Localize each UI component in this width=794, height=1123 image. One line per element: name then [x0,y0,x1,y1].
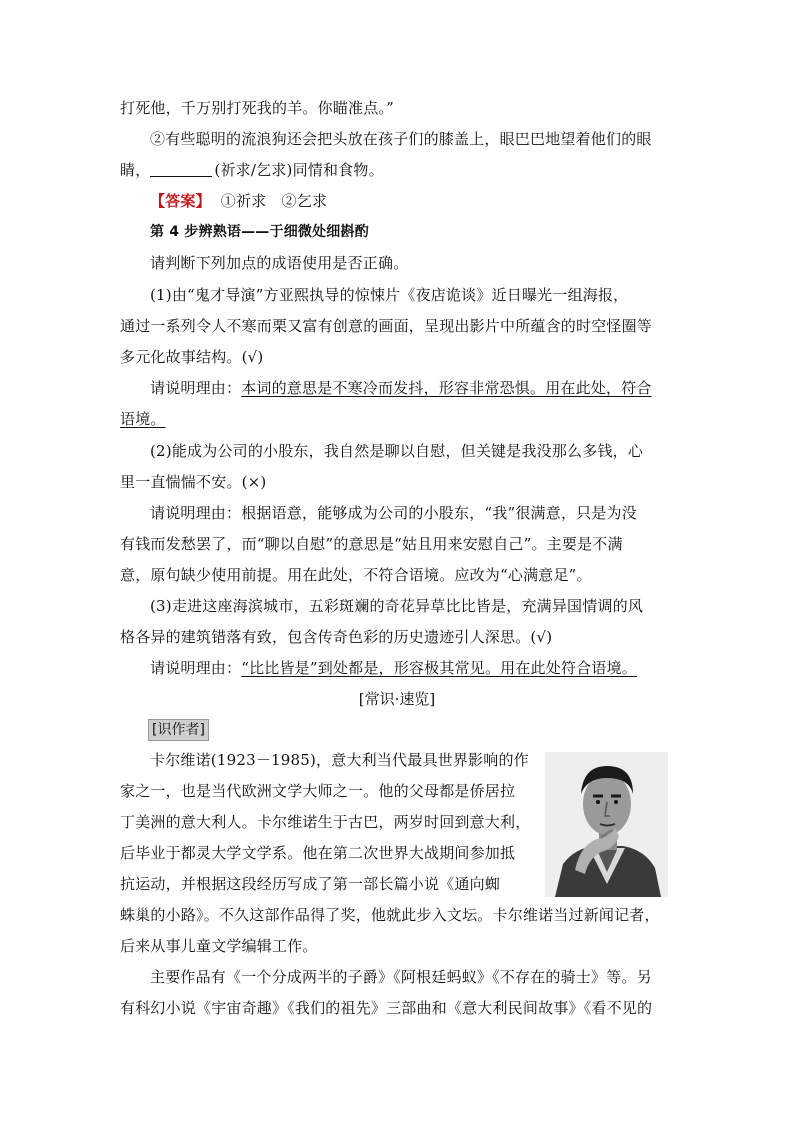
reason-1-cont: 语境。 [120,410,166,428]
step-heading: 第 4 步辨熟语——于细微处细斟酌 [150,224,369,240]
reason-label: 请说明理由： [150,659,242,677]
reason-3 [150,658,637,678]
text-span: 睛， [120,161,151,179]
works-line: 主要作品有《一个分成两半的子爵》《阿根廷蚂蚁》《不存在的骑士》等。另 [150,968,652,986]
question-item-2: (2)能成为公司的小股东，我自然是聊以自慰，但关键是我没那么多钱，心 [150,442,644,460]
reason-label: 请说明理由： [150,379,242,397]
reason-text: “比比皆是”到处都是，形容极其常见。用在此处符合语境。 [241,659,637,677]
question-item-1: (1)由“鬼才导演”方亚熙执导的惊悚片《夜店诡谈》近日曝光一组海报， [150,286,629,304]
question-item-2-cont: 里一直惴惴不安。(×) [120,473,267,491]
reason-text: 本词的意思是不寒冷而发抖，形容非常恐惧。用在此处，符合 [241,379,652,397]
text-span: (祈求/乞求)同情和食物。 [214,161,384,179]
bio-line: 蛛巢的小路》。不久这部作品得了奖，他就此步入文坛。卡尔维诺当过新闻记者， [120,906,660,924]
reason-2: 请说明理由：根据语意，能够成为公司的小股东，“我”很满意，只是为没 [150,504,637,522]
bio-line: 卡尔维诺(1923－1985)，意大利当代最具世界影响的作 [150,751,529,769]
portrait-image [545,752,668,897]
reason-2-cont: 有钱而发愁罢了，而“聊以自慰”的意思是“姑且用来安慰自己”。主要是不满 [120,535,623,553]
question-2: ②有些聪明的流浪狗还会把头放在孩子们的膝盖上，眼巴巴地望着他们的眼 [150,130,652,148]
fill-blank [150,162,212,177]
question-item-3: (3)走进这座海滨城市，五彩斑斓的奇花异草比比皆是，充满异国情调的风 [150,597,644,615]
text-line: 打死他，千万别打死我的羊。你瞄准点。” [120,99,394,117]
section-title: [常识·速览] [358,690,436,708]
answer-tag: 【答案】 [150,192,211,210]
question-2-cont [120,160,384,180]
author-portrait [545,752,668,897]
author-tag: [识作者] [148,719,209,741]
question-item-3-cont: 格各异的建筑错落有致，包含传奇色彩的历史遗迹引人深思。(√) [120,628,553,646]
reason-2-cont: 意，原句缺少使用前提。用在此处，不符合语境。应改为“心满意足”。 [120,566,592,584]
reason-1 [150,378,652,398]
works-line: 有科幻小说《宇宙奇趣》《我们的祖先》三部曲和《意大利民间故事》《看不见的 [120,999,653,1017]
bio-line: 家之一，也是当代欧洲文学大师之一。他的父母都是侨居拉 [120,782,516,800]
bio-line: 丁美洲的意大利人。卡尔维诺生于古巴，两岁时回到意大利， [120,813,531,831]
question-item-1-cont: 多元化故事结构。(√) [120,348,264,366]
question-item-1-cont: 通过一系列令人不寒而栗又富有创意的画面，呈现出影片中所蕴含的时空怪圈等 [120,317,653,335]
bio-line: 抗运动，并根据这段经历写成了第一部长篇小说《通向蜘 [120,875,501,893]
bio-line: 后毕业于都灵大学文学系。他在第二次世界大战期间参加抵 [120,844,516,862]
answer-text: ①祈求 ②乞求 [220,192,328,210]
answer-line [150,191,327,211]
instruction: 请判断下列加点的成语使用是否正确。 [150,254,409,272]
bio-line: 后来从事儿童文学编辑工作。 [120,937,318,955]
